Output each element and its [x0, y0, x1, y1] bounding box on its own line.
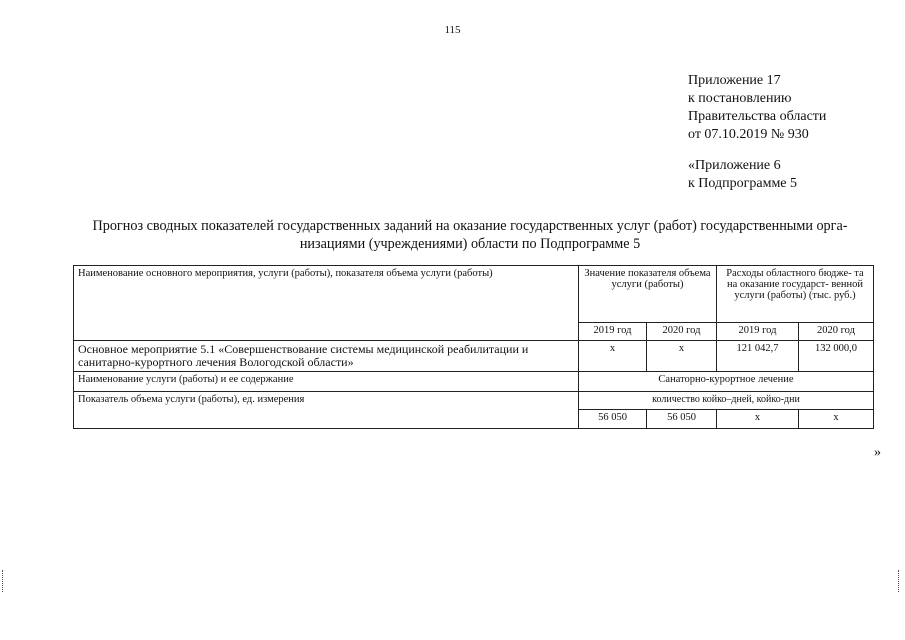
header-indicator-cell: Значение показателя объема услуги (работы)	[579, 266, 717, 323]
value-cell: 121 042,7	[717, 341, 799, 372]
value-cell: х	[579, 341, 647, 372]
volume-unit-cell: количество койко–дней, койко-дни	[579, 392, 874, 410]
document-title-line: низациями (учреждениями) области по Подпрограмме 5	[299, 236, 641, 252]
value-cell: 56 050	[647, 410, 717, 429]
header-year-cell: 2019 год	[579, 323, 647, 341]
value-cell: х	[799, 410, 874, 429]
appendix-line: к Подпрограмме 5	[688, 176, 798, 191]
appendix-block	[688, 72, 826, 193]
closing-quote: »	[874, 445, 881, 460]
appendix-line: от 07.10.2019 № 930	[688, 127, 809, 142]
scan-edge-mark	[2, 570, 7, 592]
value-cell: 56 050	[579, 410, 647, 429]
value-cell: х	[647, 341, 717, 372]
value-cell: х	[717, 410, 799, 429]
forecast-table	[73, 265, 874, 429]
page-number: 115	[444, 24, 461, 36]
header-name-cell: Наименование основного мероприятия, услуги (работы), показателя объема услуги (работы)	[74, 266, 579, 341]
appendix-line: «Приложение 6	[688, 158, 781, 173]
scan-edge-mark	[898, 570, 903, 592]
appendix-line: к постановлению	[688, 91, 792, 106]
header-year-cell: 2019 год	[717, 323, 799, 341]
service-label-cell: Наименование услуги (работы) и ее содержание	[74, 372, 579, 392]
document-title	[60, 217, 880, 253]
volume-label-cell: Показатель объема услуги (работы), ед. измерения	[74, 392, 579, 429]
appendix-line: Приложение 17	[688, 73, 781, 88]
header-expense-cell: Расходы областного бюдже- та на оказание государст- венной услуги (работы) (тыс. руб.)	[717, 266, 874, 323]
header-year-cell: 2020 год	[647, 323, 717, 341]
appendix-gap	[688, 144, 826, 157]
value-cell: 132 000,0	[799, 341, 874, 372]
document-title-line: Прогноз сводных показателей государственных заданий на оказание государственных услуг (работ) государственными орга-	[92, 218, 848, 234]
appendix-line: Правительства области	[688, 109, 827, 124]
main-event-name-cell: Основное мероприятие 5.1 «Совершенствование системы медицинской реабилитации и санитарно-курортного лечения Вологодской области»	[74, 341, 579, 372]
service-value-cell: Санаторно-курортное лечение	[579, 372, 874, 392]
header-year-cell: 2020 год	[799, 323, 874, 341]
